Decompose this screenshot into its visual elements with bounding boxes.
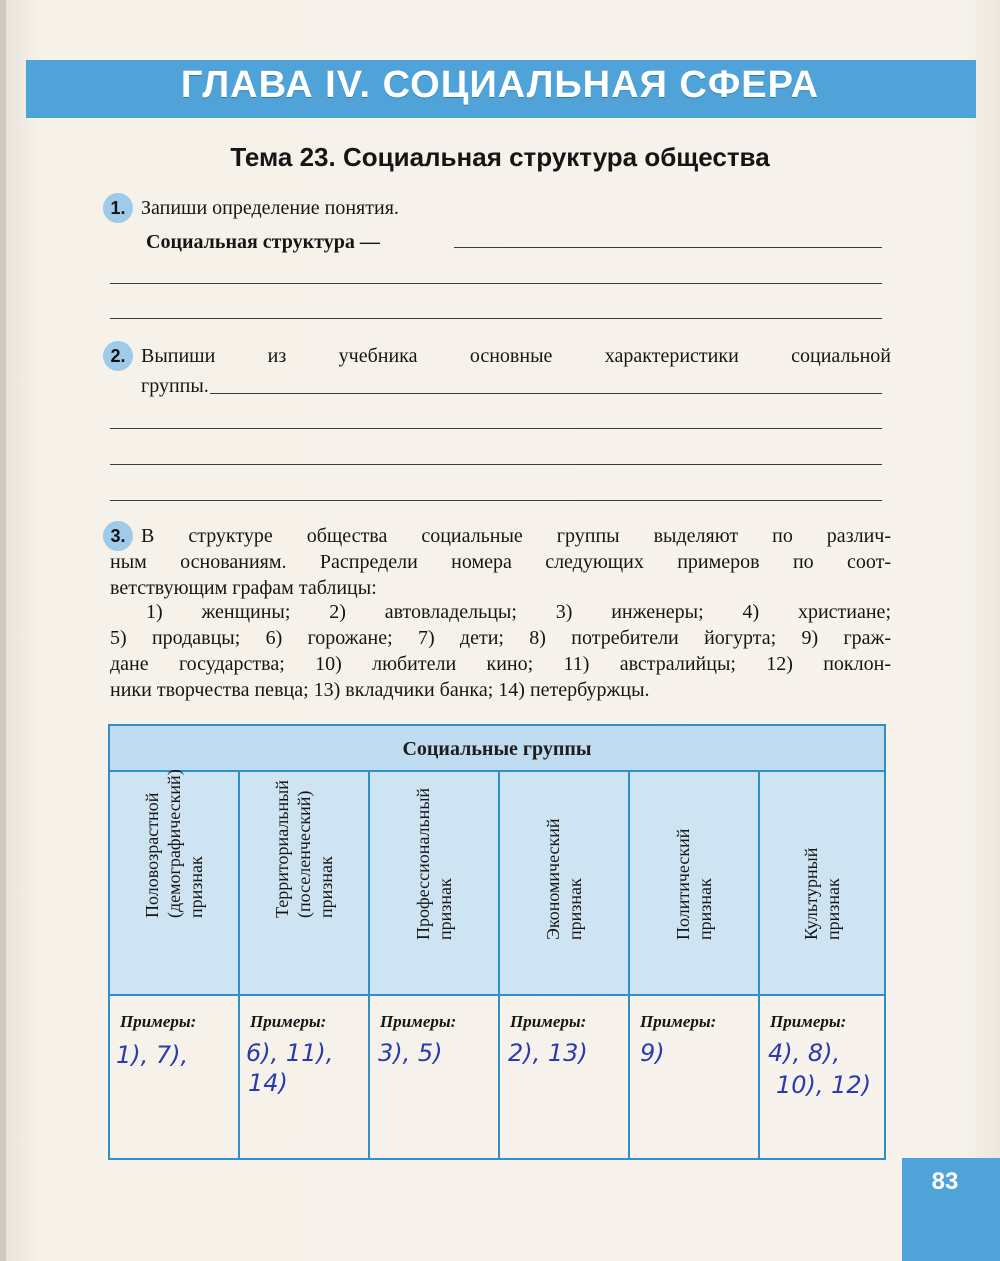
- task3-examples-line3: дане государства; 10) любители кино; 11) австралийцы; 12) поклон-: [110, 653, 891, 675]
- task2-prompt-line1: Выпиши из учебника основные характеристики социальной: [141, 345, 891, 367]
- handwritten-answer[interactable]: 6), 11),: [246, 1039, 334, 1067]
- table-column-political: [630, 772, 760, 1158]
- task3-prompt-line1: В структуре общества социальные группы выделяют по различ-: [141, 525, 891, 547]
- table-column-cultural: [760, 772, 884, 1158]
- answer-line[interactable]: [454, 247, 882, 248]
- handwritten-answer[interactable]: 14): [248, 1069, 288, 1097]
- column-label-line: Экономический: [543, 818, 563, 940]
- task2-prompt-line2: группы.: [141, 375, 209, 397]
- column-header: [500, 772, 628, 996]
- column-label: [542, 818, 586, 940]
- examples-label: Примеры:: [770, 1012, 847, 1031]
- column-header: [760, 772, 884, 996]
- task3-prompt-line2: ным основаниям. Распредели номера следующих примеров по соот-: [110, 551, 891, 573]
- answer-line[interactable]: [110, 318, 882, 319]
- examples-label: Примеры:: [120, 1012, 197, 1031]
- column-label: [672, 829, 716, 940]
- handwritten-answer[interactable]: 9): [640, 1039, 665, 1067]
- task2-number: 2.: [103, 341, 133, 371]
- answer-line[interactable]: [110, 500, 882, 501]
- answer-line[interactable]: [110, 464, 882, 465]
- column-label-line: Профессиональный: [413, 787, 433, 940]
- answer-line[interactable]: [110, 283, 882, 284]
- column-label: [800, 848, 844, 940]
- task3-number: 3.: [103, 521, 133, 551]
- handwritten-answer[interactable]: 10), 12): [776, 1071, 872, 1099]
- table-column-demographic: [110, 769, 240, 1158]
- column-label-line: признак: [695, 878, 715, 940]
- social-groups-table: [108, 724, 886, 1160]
- column-label-line: Территориальный: [272, 780, 292, 918]
- handwritten-answer[interactable]: 2), 13): [508, 1039, 588, 1067]
- chapter-title: ГЛАВА IV. СОЦИАЛЬНАЯ СФЕРА: [180, 64, 820, 106]
- answer-line[interactable]: [110, 428, 882, 429]
- task3-examples-line1: 1) женщины; 2) автовладельцы; 3) инженеры; 4) христиане;: [146, 601, 891, 623]
- column-label-line: признак: [823, 878, 843, 940]
- handwritten-answer[interactable]: 1), 7),: [116, 1041, 189, 1069]
- answer-line[interactable]: [210, 393, 882, 394]
- page-number: 83: [931, 1168, 959, 1195]
- column-label-line: Культурный: [801, 847, 821, 940]
- column-label-line: признак: [435, 878, 455, 940]
- handwritten-answer[interactable]: 4), 8),: [768, 1039, 841, 1067]
- table-column-economic: [500, 772, 630, 1158]
- table-column-professional: [370, 772, 500, 1158]
- examples-label: Примеры:: [380, 1012, 457, 1031]
- column-label-line: (демографический): [164, 769, 184, 918]
- column-header: [110, 769, 238, 996]
- task3-examples-line4: ники творчества певца; 13) вкладчики банка; 14) петербуржцы.: [110, 679, 650, 701]
- table-title: Социальные группы: [110, 726, 884, 772]
- column-label-line: (поселенческий): [294, 790, 314, 918]
- column-label-line: Политический: [673, 828, 693, 940]
- column-label-line: признак: [565, 878, 585, 940]
- task3-prompt-line3: ветствующим графам таблицы:: [110, 577, 377, 599]
- handwritten-answer[interactable]: 3), 5): [378, 1039, 443, 1067]
- column-label-line: признак: [316, 856, 336, 918]
- book-spine: [0, 0, 6, 1261]
- column-label-line: Половозрастной: [142, 792, 162, 918]
- column-label: [412, 788, 456, 940]
- topic-title: Тема 23. Социальная структура общества: [230, 142, 770, 172]
- examples-label: Примеры:: [640, 1012, 717, 1031]
- examples-label: Примеры:: [510, 1012, 587, 1031]
- column-label: [271, 780, 337, 918]
- task1-prompt: Запиши определение понятия.: [141, 197, 399, 219]
- task3-examples-line2: 5) продавцы; 6) горожане; 7) дети; 8) потребители йогурта; 9) граж-: [110, 627, 891, 649]
- column-header: [240, 772, 368, 996]
- task1-term-text: Социальная структура —: [146, 231, 380, 253]
- column-label: [141, 769, 207, 918]
- examples-label: Примеры:: [250, 1012, 327, 1031]
- task1-term: [146, 230, 380, 254]
- table-column-territorial: [240, 772, 370, 1158]
- column-header: [370, 772, 498, 996]
- column-header: [630, 772, 758, 996]
- column-label-line: признак: [186, 856, 206, 918]
- task1-number: 1.: [103, 193, 133, 223]
